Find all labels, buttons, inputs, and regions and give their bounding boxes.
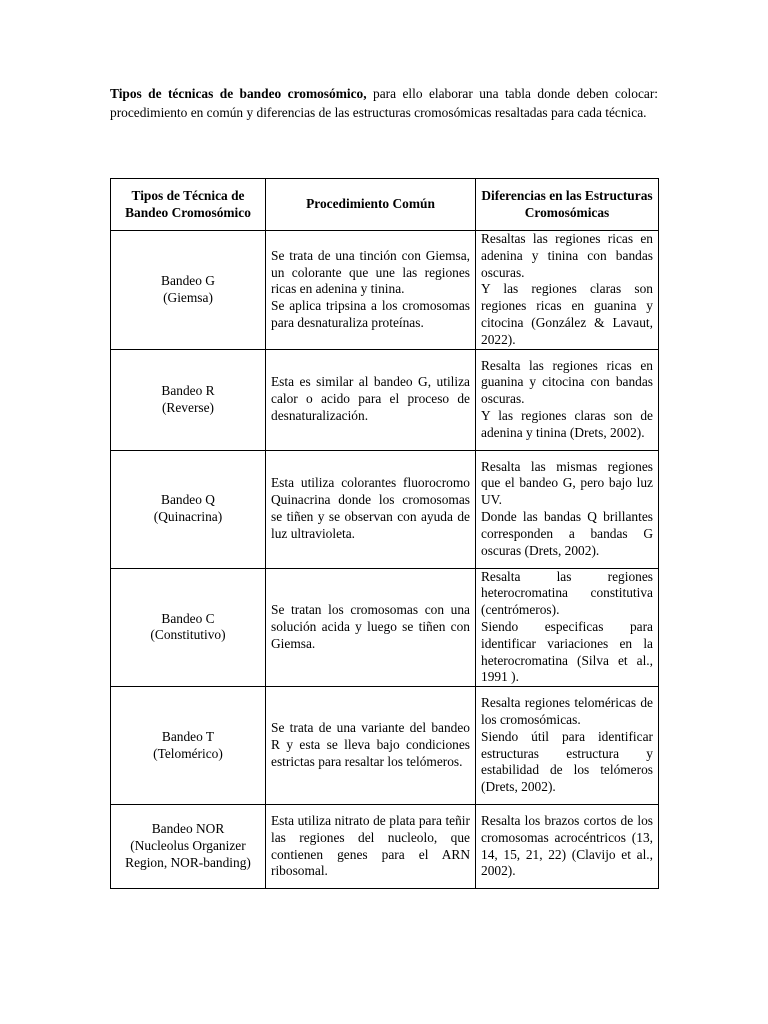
procedure-text-2: Se aplica tripsina a los cromosomas para desnaturaliza proteínas. [271,298,470,330]
differences-cell [476,687,659,805]
technique-cell [111,231,266,350]
procedure-text: Esta utiliza nitrato de plata para teñir las regiones del nucleolo, que contienen genes para el ARN ribosomal. [271,813,470,879]
differences-text-2: Y las regiones claras son de adenina y tinina (Drets, 2002). [481,407,653,440]
differences-text: Resaltas las regiones ricas en adenina y tinina con bandas oscuras. [481,231,653,280]
technique-name: Bandeo NOR [151,821,225,837]
table-row [111,231,659,350]
table-header-row [111,179,659,231]
technique-cell [111,805,266,889]
technique-name: Bandeo C [161,610,215,626]
technique-cell [111,687,266,805]
technique-cell [111,349,266,450]
header-diferencias: Diferencias en las Estructuras Cromosómicas [476,179,659,231]
differences-text-2: Siendo útil para identificar estructuras estructura y estabilidad de los telómeros (Drets, 2002). [481,728,653,795]
technique-subtitle: (Quinacrina) [153,509,223,525]
procedure-text: Esta es similar al bandeo G, utiliza calor o acido para el proceso de desnaturalización. [271,374,470,423]
differences-text: Resalta las mismas regiones que el bandeo G, pero bajo luz UV. [481,458,653,508]
intro-paragraph [110,85,658,122]
technique-subtitle: (Telomérico) [153,745,223,761]
table-row [111,687,659,805]
differences-text-2: Donde las bandas Q brillantes corresponden a bandas G oscuras (Drets, 2002). [481,509,653,558]
technique-name: Bandeo G [161,272,215,288]
procedure-cell [266,805,476,889]
procedure-text: Se trata de una variante del bandeo R y esta se lleva bajo condiciones estrictas para resaltar los telómeros. [271,720,470,770]
table-row [111,568,659,687]
differences-text: Resalta las regiones heterocromatina constitutiva (centrómeros). [481,568,653,618]
technique-subtitle: (Reverse) [161,399,215,415]
header-tipos: Tipos de Técnica de Bandeo Cromosómico [111,179,266,231]
differences-cell [476,349,659,450]
table-row [111,349,659,450]
differences-text: Resalta las regiones ricas en guanina y citocina con bandas oscuras. [481,357,653,407]
technique-cell [111,568,266,687]
procedure-cell [266,687,476,805]
technique-subtitle: (Nucleolus Organizer Region, NOR-banding) [125,838,251,871]
procedure-text: Esta utiliza colorantes fluorocromo Quinacrina donde los cromosomas se tiñen y se observan con ayuda de luz ultravioleta. [271,475,470,541]
differences-cell [476,805,659,889]
header-procedimiento: Procedimiento Común [266,179,476,231]
procedure-text: Se trata de una tinción con Giemsa, un colorante que une las regiones ricas en adenina y tinina. [271,247,470,297]
intro-text: para ello elaborar una tabla donde deben colocar: procedimiento en común y diferencias de las estructuras cromosómicas resaltadas para cada técnica. [110,86,659,120]
procedure-cell [266,568,476,687]
procedure-cell [266,450,476,568]
differences-text-2: Siendo especificas para identificar variaciones en la heterocromatina (Silva et al., 1991 ). [481,618,653,685]
procedure-cell [266,231,476,350]
differences-text: Resalta los brazos cortos de los cromosomas acrocéntricos (13, 14, 15, 21, 22) (Clavijo et al., 2002). [481,813,653,879]
differences-cell [476,450,659,568]
banding-techniques-table [110,178,659,889]
procedure-text: Se tratan los cromosomas con una solución acida y luego se tiñen con Giemsa. [271,602,470,651]
differences-text-2: Y las regiones claras son regiones ricas en guanina y citocina (González & Lavaut, 2022). [481,281,653,347]
technique-name: Bandeo T [161,728,215,744]
differences-text: Resalta regiones teloméricas de los cromosómicas. [481,695,653,728]
technique-subtitle: (Constitutivo) [150,627,226,643]
differences-cell [476,231,659,350]
technique-name: Bandeo R [161,382,215,398]
intro-bold-lead: Tipos de técnicas de bandeo cromosómico, [110,86,367,101]
table-row [111,805,659,889]
technique-name: Bandeo Q [161,492,215,508]
table-row [111,450,659,568]
technique-subtitle: (Giemsa) [163,289,213,305]
technique-cell [111,450,266,568]
procedure-cell [266,349,476,450]
differences-cell [476,568,659,687]
